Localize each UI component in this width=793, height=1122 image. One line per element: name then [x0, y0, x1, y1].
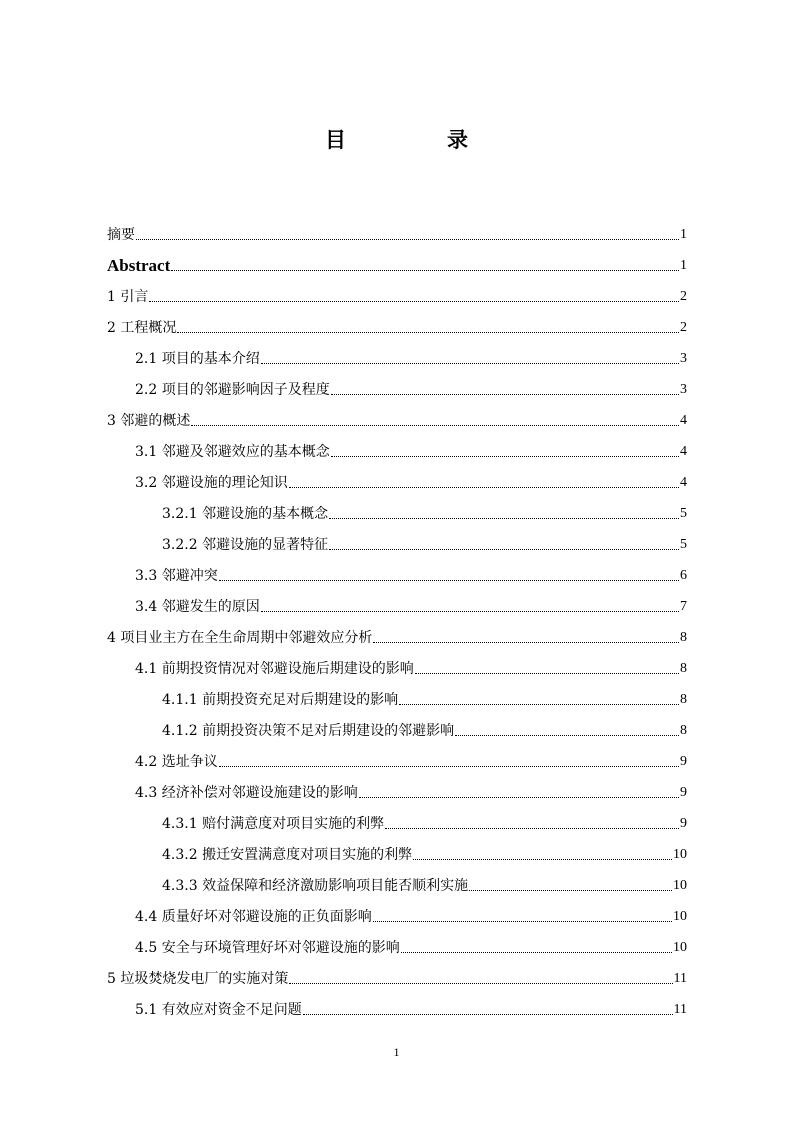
toc-entry-label: Abstract	[107, 256, 171, 275]
toc-entry[interactable]	[107, 280, 687, 311]
dot-leader	[373, 642, 679, 643]
toc-entry-page: 2	[680, 320, 687, 335]
dot-leader	[289, 487, 679, 488]
toc-entry-page: 1	[680, 227, 687, 242]
toc-entry-page: 8	[680, 630, 687, 645]
toc-entry[interactable]	[107, 807, 687, 838]
toc-entry-label: 3.2.1 邻避设施的基本概念	[162, 506, 329, 522]
toc-entry[interactable]	[107, 497, 687, 528]
toc-entry-label: 4.3.2 搬迁安置满意度对项目实施的利弊	[162, 847, 413, 863]
toc-entry-label: 4.2 选址争议	[135, 754, 218, 770]
toc-entry-page: 5	[680, 537, 687, 552]
toc-entry[interactable]	[107, 838, 687, 869]
toc-entry-label: 4.1.2 前期投资决策不足对后期建设的邻避影响	[162, 723, 455, 739]
toc-entry-page: 9	[680, 754, 687, 769]
toc-entry[interactable]	[107, 931, 687, 962]
toc-entry[interactable]	[107, 745, 687, 776]
toc-entry-label: 4.1.1 前期投资充足对后期建设的影响	[162, 692, 399, 708]
page-number: 1	[393, 1045, 400, 1059]
toc-entry[interactable]	[107, 869, 687, 900]
toc-entry-label: 3.2 邻避设施的理论知识	[135, 475, 288, 491]
toc-entry-label: 4.1 前期投资情况对邻避设施后期建设的影响	[135, 661, 414, 677]
toc-entry-page: 6	[680, 568, 687, 583]
toc-entry-page: 9	[680, 816, 687, 831]
dot-leader	[399, 704, 679, 705]
toc-entry-label: 5.1 有效应对资金不足问题	[135, 1002, 302, 1018]
dot-leader	[385, 828, 679, 829]
toc-entry-page: 11	[673, 971, 687, 986]
dot-leader	[261, 611, 679, 612]
dot-leader	[136, 239, 679, 240]
toc-entry-page: 10	[673, 878, 687, 893]
dot-leader	[373, 921, 672, 922]
toc-entry[interactable]	[107, 900, 687, 931]
dot-leader	[413, 859, 672, 860]
toc-entry[interactable]	[107, 528, 687, 559]
toc-entry-page: 4	[680, 475, 687, 490]
toc-entry-page: 8	[680, 661, 687, 676]
toc-entry-label: 4.3.1 赔付满意度对项目实施的利弊	[162, 816, 385, 832]
toc-entry-page: 4	[680, 413, 687, 428]
toc-entry-label: 4.4 质量好坏对邻避设施的正负面影响	[135, 909, 372, 925]
toc-entry[interactable]	[107, 404, 687, 435]
dot-leader	[331, 394, 679, 395]
dot-leader	[329, 518, 679, 519]
toc-entry-page: 10	[673, 847, 687, 862]
table-of-contents	[107, 218, 687, 1024]
toc-entry-page: 3	[680, 351, 687, 366]
toc-entry-label: 3.2.2 邻避设施的显著特征	[162, 537, 329, 553]
dot-leader	[191, 425, 679, 426]
toc-entry-label: 4 项目业主方在全生命周期中邻避效应分析	[107, 630, 373, 646]
toc-entry-label: 4.3.3 效益保障和经济激励影响项目能否顺利实施	[162, 878, 469, 894]
toc-entry-page: 7	[680, 599, 687, 614]
toc-entry[interactable]	[107, 435, 687, 466]
toc-entry[interactable]	[107, 652, 687, 683]
toc-entry-label: 5 垃圾焚烧发电厂的实施对策	[107, 971, 289, 987]
toc-entry-label: 4.3 经济补偿对邻避设施建设的影响	[135, 785, 358, 801]
dot-leader	[289, 983, 672, 984]
toc-entry-label: 3.1 邻避及邻避效应的基本概念	[135, 444, 330, 460]
toc-entry[interactable]	[107, 590, 687, 621]
toc-entry-label: 2.2 项目的邻避影响因子及程度	[135, 382, 330, 398]
toc-entry-label: 3 邻避的概述	[107, 413, 191, 429]
toc-entry[interactable]	[107, 621, 687, 652]
toc-entry-page: 2	[680, 289, 687, 304]
dot-leader	[219, 580, 679, 581]
toc-entry[interactable]	[107, 776, 687, 807]
toc-entry[interactable]	[107, 683, 687, 714]
dot-leader	[261, 363, 679, 364]
toc-entry[interactable]	[107, 218, 687, 249]
dot-leader	[329, 549, 679, 550]
toc-entry-label: 2.1 项目的基本介绍	[135, 351, 260, 367]
toc-entry-label: 3.3 邻避冲突	[135, 568, 218, 584]
dot-leader	[303, 1014, 673, 1015]
toc-entry[interactable]	[107, 249, 687, 280]
toc-entry[interactable]	[107, 466, 687, 497]
toc-title: 目 录	[325, 128, 508, 152]
dot-leader	[149, 301, 679, 302]
toc-entry[interactable]	[107, 962, 687, 993]
dot-leader	[359, 797, 679, 798]
toc-entry-page: 1	[680, 258, 687, 273]
toc-entry-label: 摘要	[107, 227, 135, 243]
toc-entry[interactable]	[107, 311, 687, 342]
toc-entry-label: 1 引言	[107, 289, 149, 305]
toc-entry-label: 3.4 邻避发生的原因	[135, 599, 260, 615]
toc-entry[interactable]	[107, 342, 687, 373]
toc-entry-page: 10	[673, 909, 687, 924]
toc-entry-label: 4.5 安全与环境管理好坏对邻避设施的影响	[135, 940, 400, 956]
toc-entry[interactable]	[107, 714, 687, 745]
toc-entry-page: 10	[673, 940, 687, 955]
toc-entry-page: 3	[680, 382, 687, 397]
toc-entry-page: 9	[680, 785, 687, 800]
toc-entry-page: 8	[680, 723, 687, 738]
dot-leader	[171, 270, 679, 271]
toc-entry[interactable]	[107, 559, 687, 590]
dot-leader	[177, 332, 679, 333]
dot-leader	[219, 766, 679, 767]
dot-leader	[331, 456, 679, 457]
dot-leader	[401, 952, 672, 953]
dot-leader	[415, 673, 679, 674]
toc-entry-page: 5	[680, 506, 687, 521]
toc-entry-page: 4	[680, 444, 687, 459]
toc-entry-page: 11	[673, 1002, 687, 1017]
toc-entry-page: 8	[680, 692, 687, 707]
toc-entry[interactable]	[107, 993, 687, 1024]
toc-entry[interactable]	[107, 373, 687, 404]
dot-leader	[469, 890, 672, 891]
dot-leader	[455, 735, 679, 736]
toc-entry-label: 2 工程概况	[107, 320, 177, 336]
